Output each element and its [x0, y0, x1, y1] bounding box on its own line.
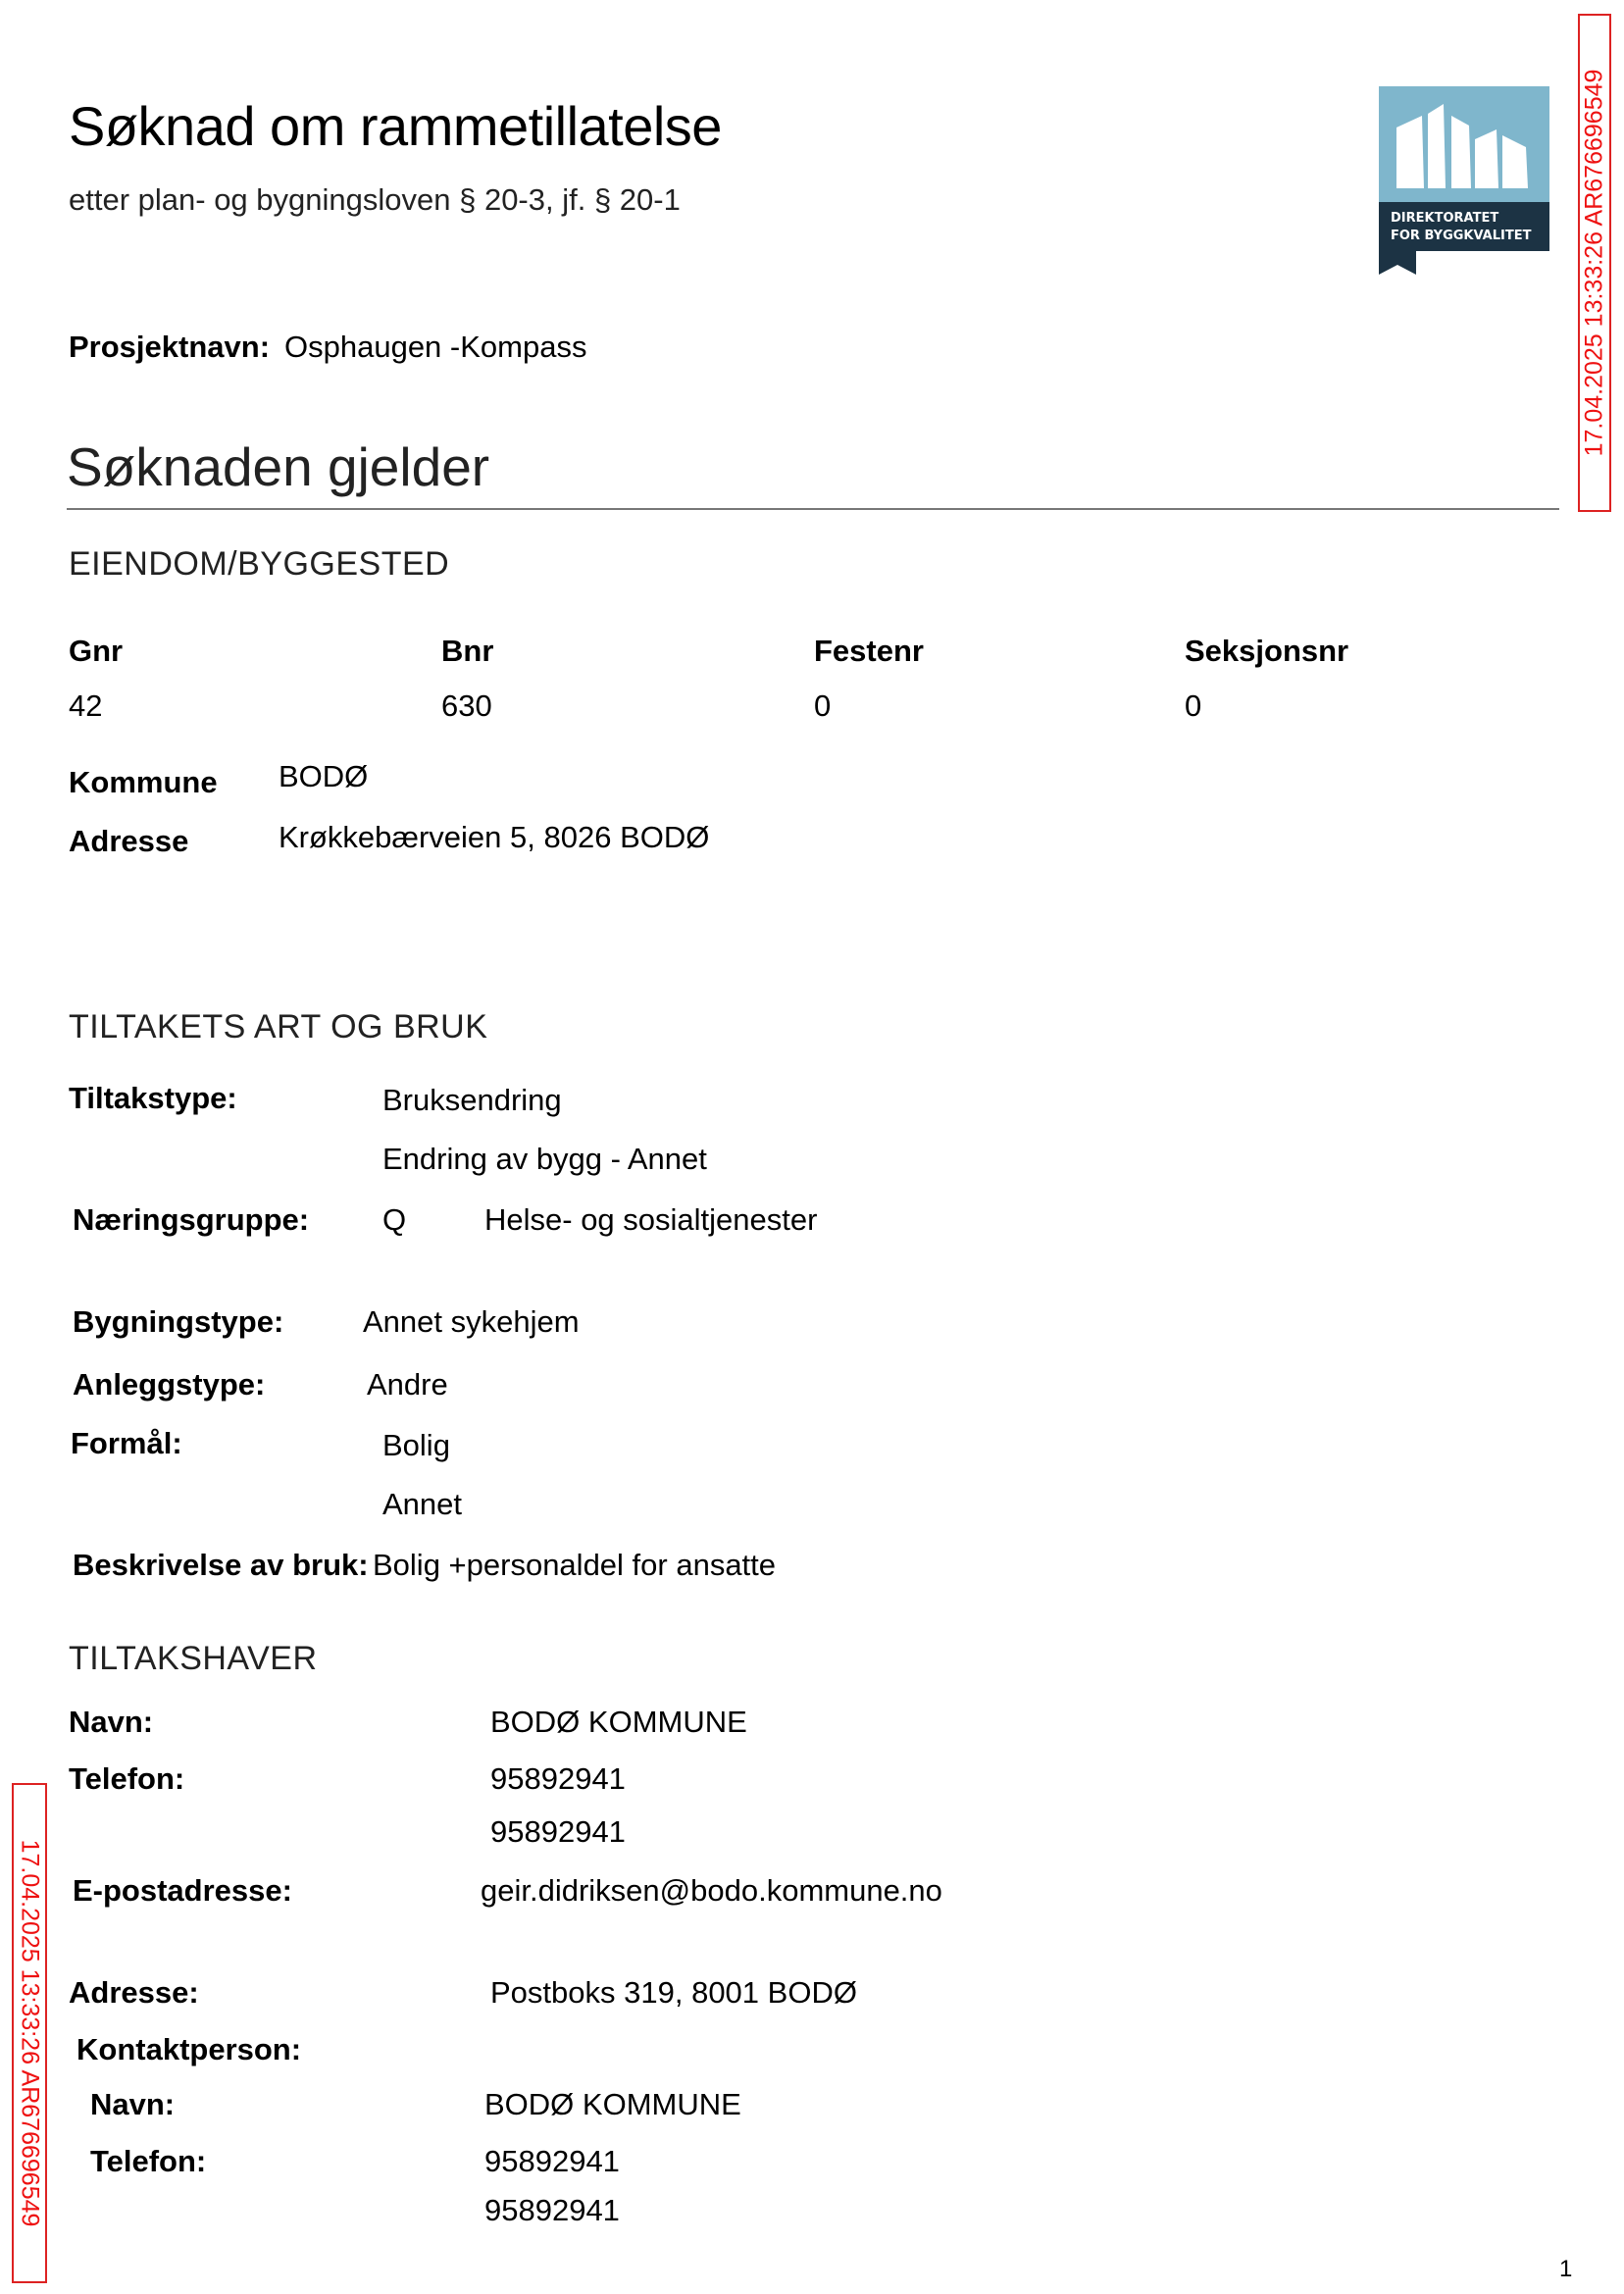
naeringsgruppe-value: Helse- og sosialtjenester: [484, 1202, 818, 1237]
tiltakstype-label: Tiltakstype:: [69, 1081, 237, 1115]
logo-text-line2: FOR BYGGKVALITET: [1391, 229, 1532, 243]
kontakt-telefon-value: 95892941: [484, 2144, 620, 2178]
gnr-value: 42: [69, 688, 103, 723]
telefon-value: 95892941: [490, 1761, 626, 1796]
adresse-label: Adresse: [69, 824, 189, 858]
kontaktperson-label: Kontaktperson:: [76, 2032, 302, 2066]
telefon-value: 95892941: [490, 1814, 626, 1849]
adresse-label: Adresse:: [69, 1975, 199, 2010]
tiltakstype-value: Bruksendring: [382, 1083, 562, 1117]
bnr-value: 630: [441, 688, 492, 723]
stamp-text: 17.04.2025 13:33:26 AR676696549: [1580, 69, 1608, 457]
naeringsgruppe-code: Q: [382, 1202, 407, 1237]
section-heading: Søknaden gjelder: [67, 436, 490, 497]
festenr-label: Festenr: [814, 634, 924, 668]
navn-value: BODØ KOMMUNE: [490, 1705, 747, 1739]
naeringsgruppe-label: Næringsgruppe:: [73, 1202, 310, 1237]
anleggstype-label: Anleggstype:: [73, 1367, 266, 1402]
festenr-value: 0: [814, 688, 832, 723]
beskrivelse-value: Bolig +personaldel for ansatte: [373, 1548, 777, 1582]
epost-value: geir.didriksen@bodo.kommune.no: [481, 1873, 942, 1908]
formal-value: Annet: [382, 1487, 463, 1521]
eiendom-heading: EIENDOM/BYGGESTED: [69, 545, 450, 583]
tiltakshaver-heading: TILTAKSHAVER: [69, 1640, 318, 1677]
seksjonsnr-value: 0: [1185, 688, 1202, 723]
dibk-logo: [1379, 86, 1549, 275]
heading-divider: [67, 508, 1559, 510]
telefon-label: Telefon:: [69, 1761, 185, 1796]
kommune-label: Kommune: [69, 765, 218, 799]
bygningstype-label: Bygningstype:: [73, 1304, 284, 1339]
kontakt-telefon-value: 95892941: [484, 2193, 620, 2227]
tiltak-heading: TILTAKETS ART OG BRUK: [69, 1008, 488, 1045]
project-label: Prosjektnavn:: [69, 330, 271, 364]
formal-label: Formål:: [71, 1426, 182, 1460]
kontakt-telefon-label: Telefon:: [90, 2144, 207, 2178]
gnr-label: Gnr: [69, 634, 124, 668]
timestamp-stamp-left: [12, 1783, 47, 2283]
document-subtitle: etter plan- og bygningsloven § 20-3, jf. § 20-1: [69, 182, 681, 217]
beskrivelse-label: Beskrivelse av bruk:: [73, 1548, 369, 1582]
bnr-label: Bnr: [441, 634, 494, 668]
kommune-value: BODØ: [279, 759, 369, 793]
adresse-value: Krøkkebærveien 5, 8026 BODØ: [279, 820, 710, 854]
tiltakstype-value: Endring av bygg - Annet: [382, 1142, 707, 1176]
project-value: Osphaugen -Kompass: [284, 330, 587, 364]
stamp-text: 17.04.2025 13:33:26 AR676696549: [16, 1839, 44, 2227]
adresse-value: Postboks 319, 8001 BODØ: [490, 1975, 857, 2010]
anleggstype-value: Andre: [367, 1367, 448, 1402]
document-title: Søknad om rammetillatelse: [69, 95, 722, 157]
timestamp-stamp-right: [1578, 14, 1611, 512]
page-number: 1: [1559, 2256, 1573, 2282]
formal-value: Bolig: [382, 1428, 450, 1462]
bygningstype-value: Annet sykehjem: [363, 1304, 580, 1339]
epost-label: E-postadresse:: [73, 1873, 292, 1908]
kontakt-navn-label: Navn:: [90, 2087, 176, 2121]
navn-label: Navn:: [69, 1705, 154, 1739]
kontakt-navn-value: BODØ KOMMUNE: [484, 2087, 741, 2121]
seksjonsnr-label: Seksjonsnr: [1185, 634, 1349, 668]
logo-text-line1: DIREKTORATET: [1391, 211, 1499, 226]
